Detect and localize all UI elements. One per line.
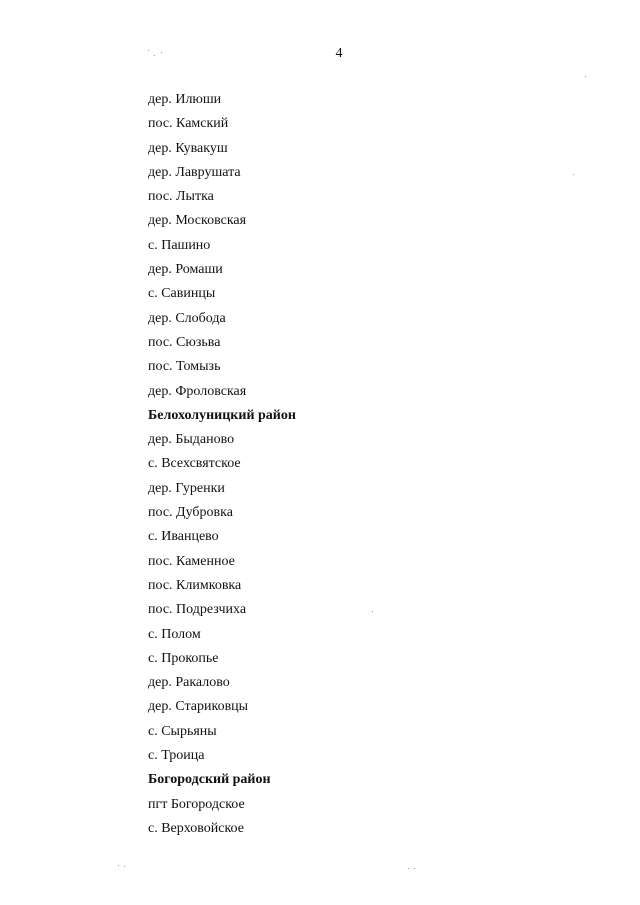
settlement-entry: с. Полом [148,626,201,642]
settlement-entry: дер. Быданово [148,432,235,448]
settlement-entry: дер. Илюши [148,92,222,107]
scan-speck [573,174,574,175]
settlement-entry: пос. Лытка [148,189,214,205]
settlement-entry: дер. Гуренки [148,480,225,496]
settlement-entry: с. Троица [148,748,205,764]
scan-speck [118,865,119,866]
settlement-entry: дер. Ромаши [148,262,223,278]
settlement-list [148,91,296,844]
settlement-entry: дер. Ракалово [148,675,230,691]
settlement-entry: дер. Слобода [148,310,226,326]
settlement-entry: с. Пашино [148,237,211,253]
settlement-entry: пос. Томызь [148,359,221,375]
settlement-entry: дер. Кувакуш [148,140,228,156]
settlement-entry: дер. Стариковцы [148,699,249,715]
settlement-entry: с. Прокопье [148,650,219,666]
scan-speck [148,50,149,51]
settlement-entry: пос. Климковка [148,577,242,593]
scan-speck [585,76,586,77]
settlement-entry: с. Всехсвятское [148,456,241,472]
district-heading: Белохолуницкий район [148,407,296,423]
page-number: 4 [335,46,343,61]
settlement-entry: пос. Каменное [148,553,235,569]
scan-speck [124,866,125,867]
settlement-entry: дер. Московская [148,213,247,229]
settlement-entry: пос. Подрезчиха [148,602,247,618]
scan-speck [408,868,409,869]
scan-speck [161,52,162,53]
settlement-entry: с. Верховойское [148,820,244,836]
scan-speck [372,611,373,612]
scan-speck [154,55,155,56]
scan-speck [414,868,415,869]
settlement-entry: с. Иванцево [148,529,219,545]
settlement-entry: пос. Дубровка [148,505,233,521]
district-heading: Богородский район [148,772,271,788]
settlement-entry: пос. Сюзьва [148,334,221,350]
settlement-entry: с. Сырьяны [148,723,217,739]
settlement-entry: дер. Лаврушата [148,164,241,180]
settlement-entry: пгт Богородское [148,796,245,812]
settlement-entry: с. Савинцы [148,286,216,302]
settlement-entry: дер. Фроловская [148,383,247,399]
settlement-entry: пос. Камский [148,116,229,132]
